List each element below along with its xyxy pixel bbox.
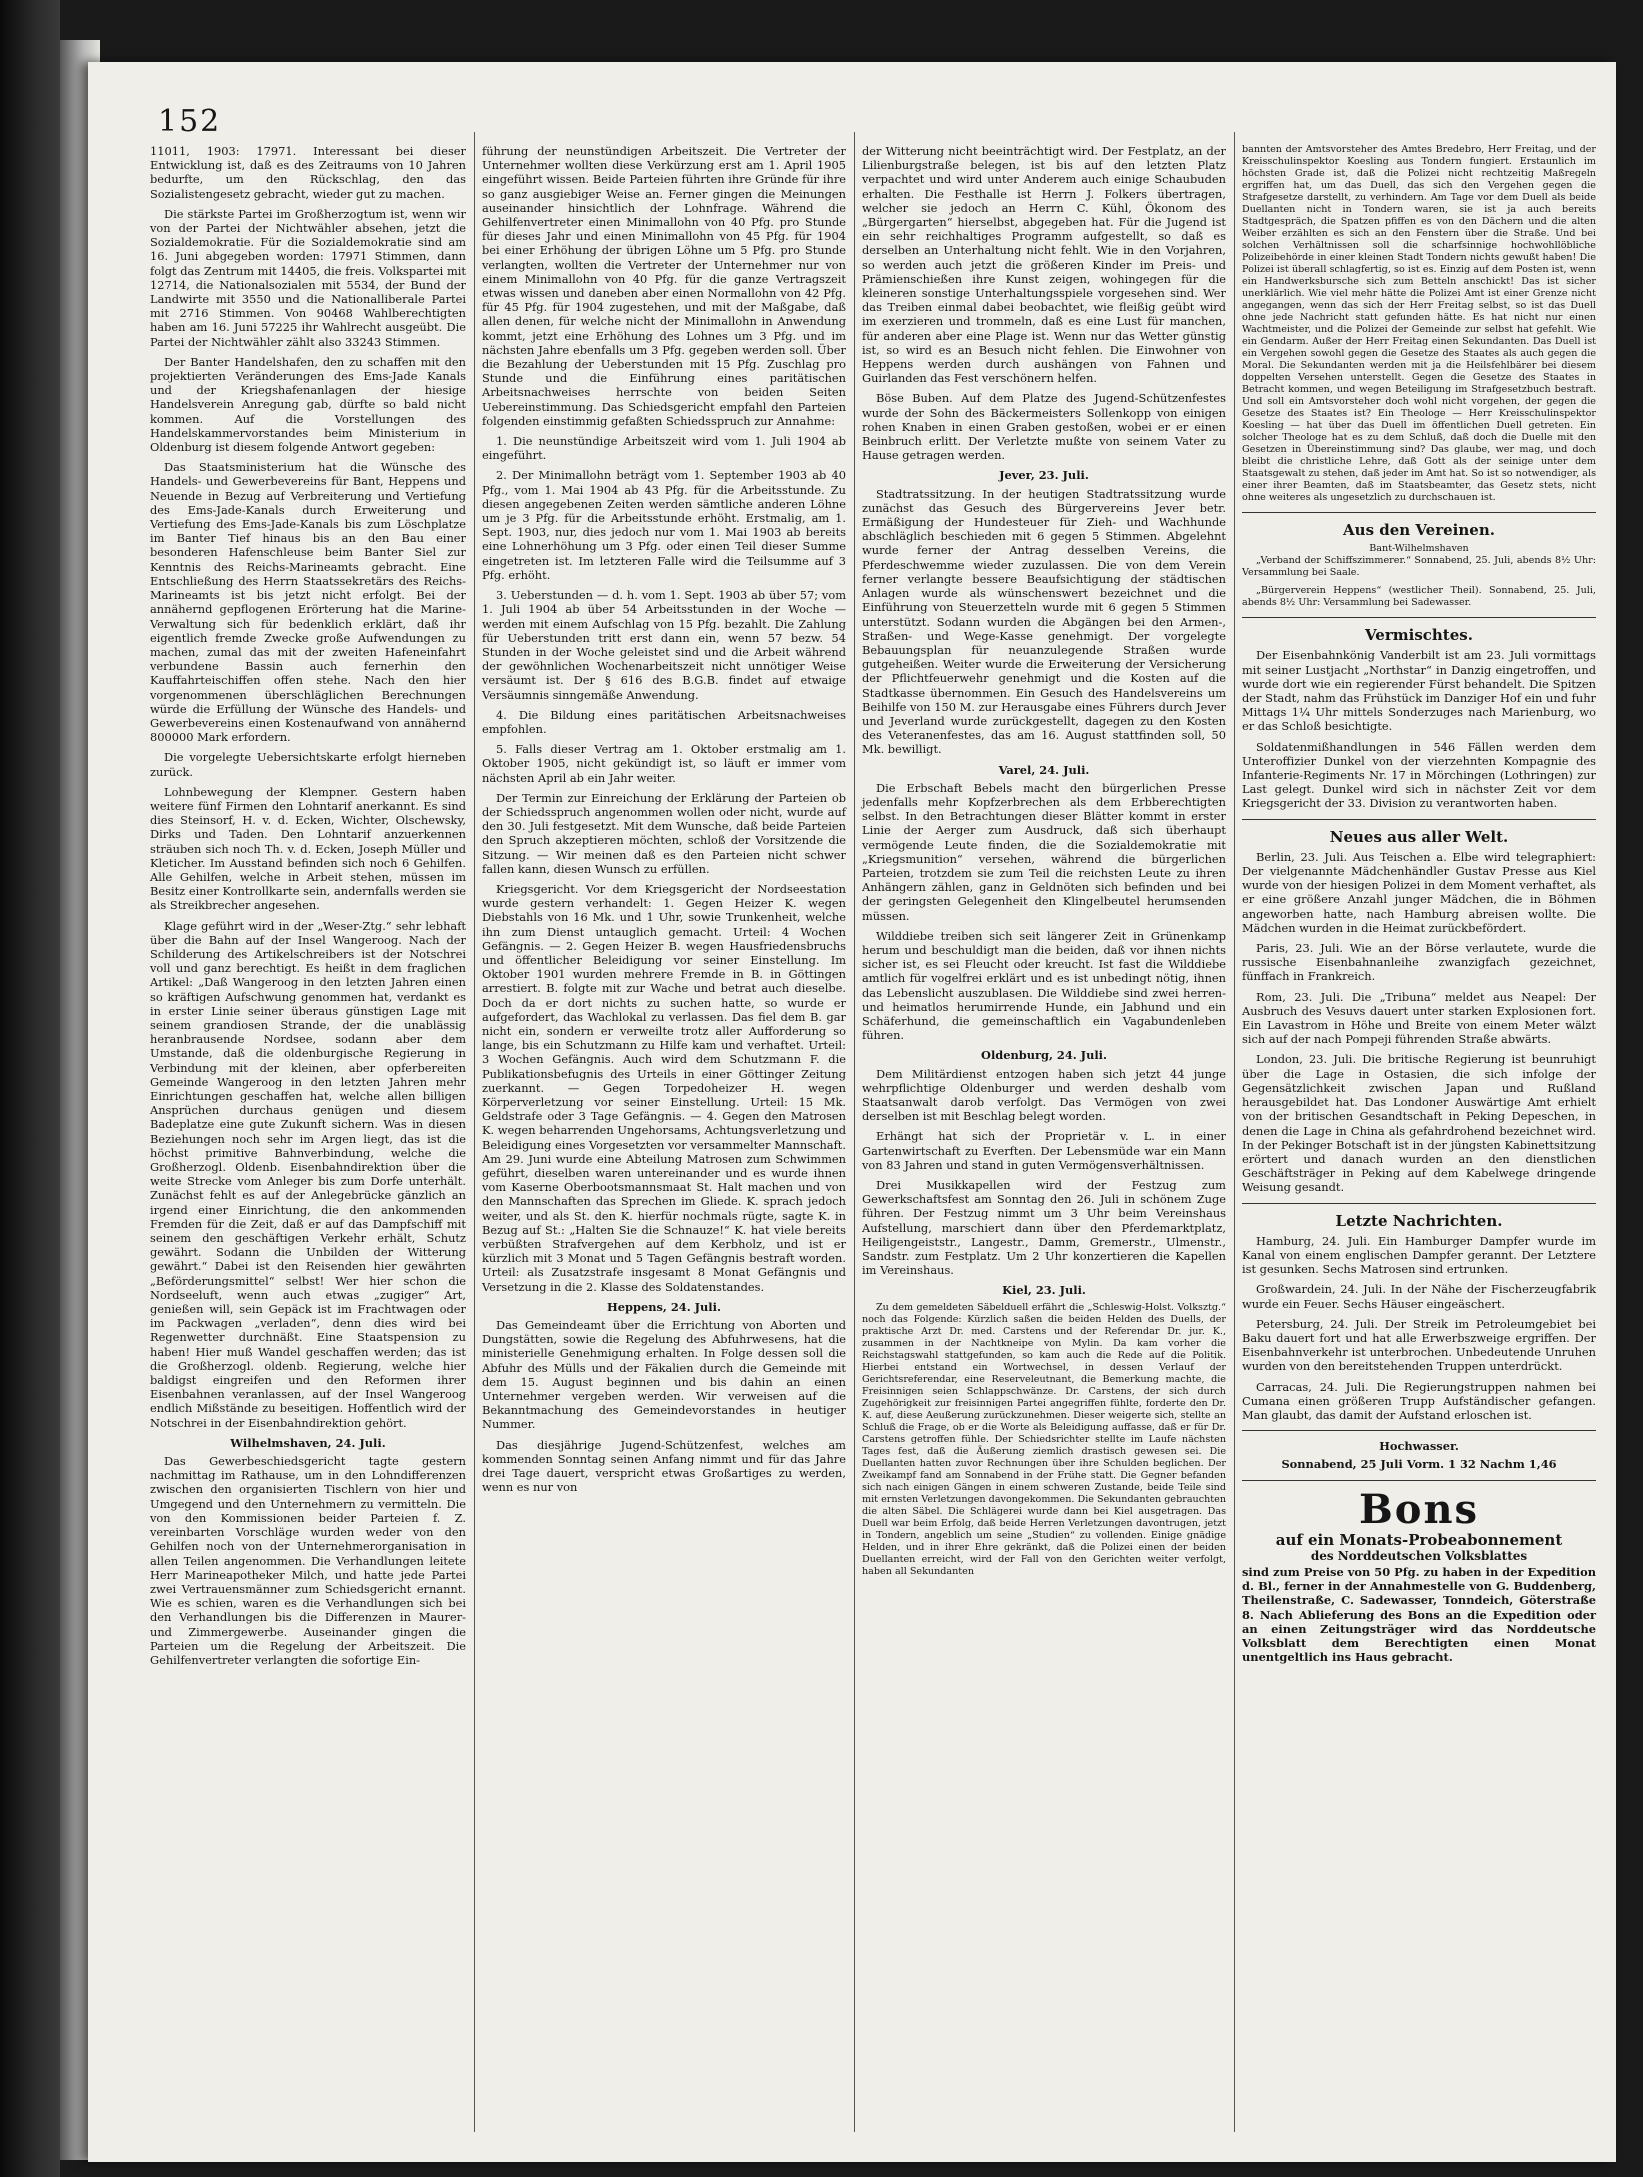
article-paragraph: Die Erbschaft Bebels macht den bürgerlichen Presse jedenfalls mehr Kopfzerbrechen als dem Erbberechtigten selbst. In den Betrachtungen dieser Blätter kommt in erster Linie der Aerger zum Ausdruck, daß sich überhaupt vermögende Leute finden, die die Sozialdemokratie mit „Kriegsmunition“ versehen, während die bürgerlichen Parteien, trotzdem sie zum Teil die reichsten Leute zu ihren Anhängern zählen, ganz in Geldnöten sich befinden und bei der geringsten Gelegenheit den Klingelbeutel herumsenden müssen. bbox=[862, 780, 1226, 923]
article-paragraph: Die stärkste Partei im Großherzogtum ist, wenn wir von der Partei der Nichtwähler absehen, jetzt die Sozialdemokratie. Für die Sozialdemokratie sind am 16. Juni abgegeben worden: 17971 Stimmen, dann folgt das Zentrum mit 14405, die freis. Volkspartei mit 12714, die Nationalsozialen mit 5534, der Bund der Landwirte mit 3550 und die Nationalliberale Partei mit 2716 Stimmen. Von 90468 Wahlberechtigten haben am 16. Juni 57225 ihr Wahlrecht ausgeübt. Die Partei der Nichtwähler zählt also 33243 Stimmen. bbox=[150, 206, 466, 349]
dateline: Kiel, 23. Juli. bbox=[1002, 1283, 1086, 1298]
tide-table: Sonnabend, 25 Juli Vorm. 1 32 Nachm 1,46 bbox=[1281, 1457, 1557, 1472]
article-paragraph: Lohnbewegung der Klempner. Gestern haben weitere fünf Firmen den Lohntarif anerkannt. Es sind dies Steinsorf, H. v. d. Ecken, Wichter, Olschewsky, Dirks und Taden. Den Lohntarif anzuerkennen sträuben sich noch Th. v. d. Ecken, Joseph Müller und Kleticher. Im Ausstand befinden sich noch 6 Gehilfen. Alle Gehilfen, welche in Arbeit stehen, müssen im Besitz einer Kontrollkarte sein, andernfalls werden sie als Streikbrecher angesehen. bbox=[150, 784, 466, 913]
section-heading: Vermischtes. bbox=[1365, 626, 1473, 645]
column-2 bbox=[482, 144, 846, 1500]
advert-text: sind zum Preise von 50 Pfg. zu haben in der Expedition d. Bl., ferner in der Annahmestelle von G. Buddenberg, Theilenstraße, C. Sadewasser, Tonndeich, Göterstraße 8. Nach Ablieferung des Bons an die Expedition oder an einen Zeitungsträger wird das Norddeutsche Volksblatt dem Berechtigten einen Monat unentgeltlich ins Haus gebracht. bbox=[1242, 1564, 1596, 1665]
notice-item: „Verband der Schiffszimmerer.“ Sonnabend, 25. Juli, abends 8½ Uhr: Versammlung bei Saale. bbox=[1242, 555, 1596, 579]
list-item: 2. Der Minimallohn beträgt vom 1. September 1903 ab 40 Pfg., vom 1. Mai 1904 ab 43 Pfg. für die Arbeitsstunde. Zu diesen angegebenen Zeiten werden sämtliche anderen Löhne um je 3 Pfg. für die Arbeitsstunde erhöht. Erstmalig, am 1. Sept. 1903, nur, dies jedoch nur vom 1. Mai 1903 ab bereits eine Lohnerhöhung um 3 Pfg. oder einen Teil dieser Summe eingetreten ist. Im letzteren Falle wird die Teilsumme auf 3 Pfg. erhöht. bbox=[482, 468, 846, 582]
list-item: 1. Die neunstündige Arbeitszeit wird vom 1. Juli 1904 ab eingeführt. bbox=[482, 434, 846, 463]
article-paragraph: Die vorgelegte Uebersichtskarte erfolgt hierneben zurück. bbox=[150, 750, 466, 779]
article-paragraph: der Witterung nicht beeinträchtigt wird. Der Festplatz, an der Lilienburgstraße belegen, ist bis auf den letzten Platz verpachtet und wird unter Anderem auch einige Schaubuden erhalten. Die Festhalle ist Herrn J. Folkers übertragen, welcher sie jedoch an Herrn C. Kühl, Ökonom des „Bürgergarten“ hierselbst, abgegeben hat. Für die Jugend ist ein sehr reichhaltiges Programm aufgestellt, so daß es derselben an Unterhaltung nicht fehlt. Wie in den Vorjahren, so werden auch jetzt die größeren Kinder im Preis- und Prämienschießen ihre Kunst zeigen, wohingegen für die kleineren sonstige Unterhaltungsspiele vorgesehen sind. Wer das Treiben einmal dabei beobachtet, wie fleißig geübt wird im exerzieren und trommeln, daß es eine Lust für manchen, für anderen aber eine Plage ist. Wenn nur das Wetter günstig ist, so wird es an Besuch nicht fehlen. Die Einwohner von Heppens werden durch aushängen von Fahnen und Guirlanden das Fest verschönern helfen. bbox=[862, 144, 1226, 386]
article-paragraph: Rom, 23. Juli. Die „Tribuna“ meldet aus Neapel: Der Ausbruch des Vesuvs dauert unter starken Explosionen fort. Ein Lavastrom in Höhe und Breite von einem Meter wälzt sich auf der nach Pompeji führenden Straße abwärts. bbox=[1242, 989, 1596, 1047]
article-paragraph: Klage geführt wird in der „Weser-Ztg.“ sehr lebhaft über die Bahn auf der Insel Wangeroog. Nach der Schilderung des Artikelschreibers ist der Notschrei voll und ganz berechtigt. Es heißt in dem fraglichen Artikel: „Daß Wangeroog in den letzten Jahren einen so kräftigen Aufschwung genommen hat, verdankt es in erster Linie seiner überaus günstigen Lage mit seinem grandiosen Strande, der die unablässig heranbrausende Nordsee, sodann aber dem Umstande, daß die oldenburgische Regierung in Verbindung mit der kleinen, aber opferbereiten Gemeinde Wangeroog in den letzten Jahren mehr Einrichtungen geschaffen hat, welche allen billigen Ansprüchen durchaus genügen und diesem Badeplatze eine gute Zukunft sichern. Was in diesen Beziehungen noch sehr im Argen liegt, das ist die höchst primitive Bahnverbindung, welche die Großherzogl. Oldenb. Eisenbahndirektion über die weite Strecke vom Anleger bis zum Dorfe unterhält. Zunächst fehlt es auf der Anlegebrücke gänzlich an irgend einer Einrichtung, die den ankommenden Fremden für die Zeit, daß er auf das Dampfschiff mit seinem den geschäftigen Verkehr erhält, Schutz gewährt. Sodann die Unbilden der Witterung gewährt.“ Dabei ist den Reisenden hier gewährten „Beförderungsmittel“ selbst! Wer hier schon die Nordseeluft, wenn auch etwas „zugiger“ Art, genießen will, sein Gepäck ist im Frachtwagen oder im Packwagen „verladen“, denn dies wird bei Regenwetter durchnäßt. Eine Staatspension zu haben! Hier muß Wandel geschaffen werden; das ist die Großherzogl. oldenb. Regierung, welche hier baldigst eingreifen und den Reformen ihrer Eisenbahnen veranlassen, auf der Insel Wangeroog endlich Mißstände zu beseitigen. Hoffentlich wird der Notschrei in der Eisenbahndirektion gehört. bbox=[150, 918, 466, 1430]
section-divider bbox=[1242, 1430, 1596, 1431]
article-paragraph: führung der neunstündigen Arbeitszeit. Die Vertreter der Unternehmer wollten diese Verkürzung erst am 1. April 1905 eingeführt wissen. Beide Parteien führten ihre Gründe für ihre so ganz ausgiebiger Weise an. Ferner gingen die Meinungen auseinander hinsichtlich der Lohnfrage. Während die Gehilfenvertreter einen Minimallohn von 40 Pfg. pro Stunde für dieses Jahr und einen Minimallohn von 45 Pfg. für 1904 bei einer Erhöhung der übrigen Löhne um 5 Pfg. pro Stunde verlangten, wollten die Vertreter der Unternehmer nur von einem Minimallohn von 40 Pfg. für die ganze Vertragszeit etwas wissen und daneben aber einen Normallohn von 42 Pfg. für 45 Pfg. für 1904 zugestehen, und mit der Maßgabe, daß allen denen, für welche nicht der Minimallohn in Anwendung kommt, jetzt eine Erhöhung des Lohnes um 3 Pfg. und im nächsten Jahre ebenfalls um 3 Pfg. gegeben werden soll. Über die Bezahlung der Ueberstunden mit 15 Pfg. Zuschlag pro Stunde und die Einführung eines paritätischen Arbeitsnachweises herrschte von beiden Seiten Uebereinstimmung. Das Schiedsgericht empfahl den Parteien folgenden einstimmig gefaßten Schiedsspruch zur Annahme: bbox=[482, 144, 846, 428]
article-paragraph: Carracas, 24. Juli. Die Regierungstruppen nahmen bei Cumana einen größeren Trupp Aufständischer gefangen. Man glaubt, das damit der Aufstand erloschen ist. bbox=[1242, 1379, 1596, 1422]
article-paragraph: Das Staatsministerium hat die Wünsche des Handels- und Gewerbevereins für Bant, Heppens und Neuende in Bezug auf Verbreiterung und Vertiefung des Ems-Jade-Kanals durch Erweiterung und Vertiefung des Ems-Jade-Kanals bis zum Löschplatze im Banter Tief hinaus bis an den Bau einer besonderen Hafenschleuse beim Banter Siel zur Kenntnis des Reichs-Marineamts gebracht. Eine Entschließung des Herrn Staatssekretärs des Reichs-Marineamts ist bis jetzt nicht erfolgt. Bei der annähernd gepflogenen Erörterung hat die Marine-Verwaltung sich für bedenklich erklärt, daß ihr eigentlich fremde Zwecke große Aufwendungen zu machen, zumal das mit der zweiten Hafeneinfahrt verbundene Bassin auch fernerhin den Kauffahrteischiffen offen stehe. Nach den hier vorgenommenen überschläglichen Berechnungen würde die Erfüllung der Wünsche des Handels- und Gewerbevereins einen Kostenaufwand von annähernd 800000 Mark erfordern. bbox=[150, 460, 466, 745]
article-paragraph: Das Gewerbeschiedsgericht tagte gestern nachmittag im Rathause, um in den Lohndifferenzen zwischen den organisierten Tischlern von hier und Umgegend und den Unternehmern zu vermitteln. Die von den Kommissionen beider Parteien f. Z. vereinbarten Vorschläge wurden weder von den Gehilfen noch von der Unternehmerorganisation in allen Teilen angenommen. Die Verhandlungen leitete Herr Marineapotheker Milch, und hatte jede Partei zwei Vertrauensmänner zum Schiedsgericht ernannt. Wie es schien, waren es die Verhandlungen sich bei den Verhandlungen bis die Differenzen in Maurer- und Zimmergewerbe. Auseinander gingen die Parteien um die Regelung der Arbeitszeit. Die Gehilfenvertreter verlangten die sofortige Ein- bbox=[150, 1454, 466, 1667]
article-paragraph: Wilddiebe treiben sich seit längerer Zeit in Grünenkamp herum und beschuldigt man die beiden, daß vor ihnen nichts sicher ist, es sei Fleucht oder kreucht. Ist fast die Wilddiebe amtlich für vogelfrei erklärt und es ist unbedingt nötig, ihnen das Lebenslicht auszublasen. Die Wilddiebe sind zwei herren- und heimatlos herumirrende Hunde, ein Jabhund und ein Schäferhund, die gemeinschaftlich ein Vagabundenleben führen. bbox=[862, 928, 1226, 1043]
notice-item: „Bürgerverein Heppens“ (westlicher Theil). Sonnabend, 25. Juli, abends 8½ Uhr: Versammlung bei Sadewasser. bbox=[1242, 585, 1596, 609]
list-item: 3. Ueberstunden — d. h. vom 1. Sept. 1903 ab über 57; vom 1. Juli 1904 ab über 54 Arbeitsstunden in der Woche — werden mit einem Aufschlag von 15 Pfg. bezahlt. Die Zahlung für Ueberstunden tritt erst dann ein, wenn 57 bezw. 54 Stunden in der Woche geleistet sind und die Arbeit während der gewöhnlichen Wochenarbeitszeit nicht unnötiger Weise versäumt ist. Der § 616 des B.G.B. findet auf etwaige Versäumnis sinngemäße Anwendung. bbox=[482, 588, 846, 702]
section-divider bbox=[1242, 1203, 1596, 1204]
article-paragraph: Erhängt hat sich der Proprietär v. L. in einer Gartenwirtschaft zu Everften. Der Lebensmüde war ein Mann von 83 Jahren und stand in guten Vermögensverhältnissen. bbox=[862, 1129, 1226, 1172]
article-paragraph: Der Banter Handelshafen, den zu schaffen mit den projektierten Veränderungen des Ems-Jade Kanals und der Kriegshafenanlagen der hiesige Handelsverein Anregung gab, dürfte so bald nicht kommen. Auf die Vorstellungen des Handelskammervorstandes beim Ministerium in Oldenburg ist diesem folgende Antwort gegeben: bbox=[150, 354, 466, 455]
section-heading: Letzte Nachrichten. bbox=[1335, 1211, 1503, 1230]
section-divider bbox=[1242, 1480, 1596, 1481]
article-paragraph: Soldatenmißhandlungen in 546 Fällen werden dem Unteroffizier Dunkel von der vierzehnten Kompagnie des Infanterie-Regiments Nr. 17 in Mörchingen (Lothringen) zur Last gelegt. Dunkel wird sich in nächster Zeit vor dem Kriegsgericht der 33. Division zu verantworten haben. bbox=[1242, 739, 1596, 811]
column-1 bbox=[150, 144, 466, 1673]
article-paragraph: Paris, 23. Juli. Wie an der Börse verlautete, wurde die russische Eisenbahnanleihe zwanzigfach gezeichnet, fünffach in Frankreich. bbox=[1242, 941, 1596, 984]
newspaper-page bbox=[88, 62, 1616, 2162]
section-divider bbox=[1242, 617, 1596, 618]
column-divider bbox=[474, 132, 475, 2132]
article-paragraph: Berlin, 23. Juli. Aus Teischen a. Elbe wird telegraphiert: Der vielgenannte Mädchenhändler Gustav Presse aus Kiel wurde von der hiesigen Polizei in dem Moment verhaftet, als er eine größere Anzahl junger Mädchen, die in Böhmen angeworben hatte, nach Hamburg abreisen wollte. Die Mädchen wurden in die Heimat zurückbefördert. bbox=[1242, 849, 1596, 935]
list-item: 4. Die Bildung eines paritätischen Arbeitsnachweises empfohlen. bbox=[482, 707, 846, 736]
column-divider bbox=[1234, 132, 1235, 2132]
article-paragraph: Großwardein, 24. Juli. In der Nähe der Fischerzeugfabrik wurde ein Feuer. Sechs Häuser eingeäschert. bbox=[1242, 1282, 1596, 1311]
article-paragraph: 11011, 1903: 17971. Interessant bei dieser Entwicklung ist, daß es des Zeitraums von 10 Jahren bedurfte, um den Rückschlag, den das Sozialistengesetz gebracht, wieder gut zu machen. bbox=[150, 144, 466, 201]
column-3 bbox=[862, 144, 1226, 1584]
dateline: Wilhelmshaven, 24. Juli. bbox=[230, 1435, 386, 1450]
column-divider bbox=[854, 132, 855, 2132]
page-number: 152 bbox=[158, 104, 222, 139]
article-paragraph: Hamburg, 24. Juli. Ein Hamburger Dampfer wurde im Kanal von einem englischen Dampfer gerannt. Der Letztere ist gesunken. Sechs Matrosen sind ertrunken. bbox=[1242, 1233, 1596, 1277]
article-paragraph: Stadtratssitzung. In der heutigen Stadtratssitzung wurde zunächst das Gesuch des Bürgervereins Jever betr. Ermäßigung der Hundesteuer für Zieh- und Wachhunde abschläglich beschieden mit 6 gegen 5 Stimmen. Abgelehnt wurde ferner der Antrag desselben Vereins, die Pferdeschwemme wieder zuzulassen. Die von dem Verein ferner verlangte bessere Beaufsichtigung der städtischen Anlagen wurde als wünschenswert bezeichnet und die Einführung von Steuerzetteln wurde mit 6 gegen 5 Stimmen unterstützt. Sodann wurden die Abgängen bei den Armen-, Straßen- und Wege-Kasse genehmigt. Der vorgelegte Bebauungsplan für neuanzulegende Straßen wurde gutgeheißen. Weiter wurde die Erweiterung der Versicherung der Pflichtfeuerwehr genehmigt und die Kosten auf die Stadtkasse übernommen. Ein Gesuch des Handelsvereins um Beihilfe von 150 M. zur Herausgabe eines Führers durch Jever und Jeverland wurde zurückgestellt, dagegen zu den Kosten des Veteranenfestes, das am 16. August stattfinden soll, 50 Mk. bewilligt. bbox=[862, 486, 1226, 757]
dateline: Jever, 23. Juli. bbox=[999, 468, 1089, 483]
section-subheading: Bant-Wilhelmshaven bbox=[1369, 543, 1469, 555]
article-paragraph: Kriegsgericht. Vor dem Kriegsgericht der Nordseestation wurde gestern verhandelt: 1. Gegen Heizer K. wegen Diebstahls von 16 Mk. und 1 Uhr, sowie Trunkenheit, welche ihn zum Dienst untauglich gemacht. Urteil: 4 Wochen Gefängnis. — 2. Gegen Heizer B. wegen Hausfriedensbruchs und öffentlicher Beleidigung vor seiner Einstellung. Im Oktober 1901 wurden mehrere Fremde in B. in Göttingen arrestiert. B. folgte mit zur Wache und betrat auch dieselbe. Doch da er dort nichts zu suchen hatte, so wurde er aufgefordert, das Wachlokal zu verlassen. Das fiel dem B. gar nicht ein, sondern er verweilte trotz aller Aufforderung so lange, bis ein Schutzmann zu Hilfe kam und verhaftet. Urteil: 3 Wochen Gefängnis. Auch wird dem Schutzmann F. die Publikationsbefugnis des Urteils in einer Göttinger Zeitung zuerkannt. — Gegen Torpedoheizer H. wegen Körperverletzung vor seiner Einstellung. Urteil: 15 Mk. Geldstrafe oder 3 Tage Gefängnis. — 4. Gegen den Matrosen K. wegen beharrenden Ungehorsams, Achtungsverletzung und Beleidigung eines Vorgesetzten vor versammelter Mannschaft. Am 29. Juni wurde eine Abteilung Matrosen zum Schwimmen geführt, dieselben waren untereinander und es wurde ihnen vom Kaserne Oberbootsmannsmaat St. Halt machen und von den Mannschaften das Sprechen im Gliede. K. sprach jedoch weiter, und als St. den K. hierfür nochmals rügte, sagte K. in Bezug auf St.: „Halten Sie die Schnauze!“ K. hat viele bereits verbüßten Strafvergehen auf dem Kerbholz, und ist er kürzlich mit 3 Monat und 5 Tagen Gefängnis bestraft worden. Urteil: als Zusatzstrafe insgesamt 8 Monat Gefängnis und Versetzung in die 2. Klasse des Soldatenstandes. bbox=[482, 881, 846, 1294]
advert-title: Bons bbox=[1358, 1485, 1480, 1533]
article-paragraph: Dem Militärdienst entzogen haben sich jetzt 44 junge wehrpflichtige Oldenburger und werden deshalb vom Staatsanwalt darob verfolgt. Das Vermögen von zwei derselben ist mit Beschlag belegt worden. bbox=[862, 1066, 1226, 1124]
article-paragraph: Das diesjährige Jugend-Schützenfest, welches am kommenden Sonntag seinen Anfang nimmt und für das Jahre drei Tage dauert, verspricht etwas Großartiges zu werden, wenn es nur von bbox=[482, 1437, 846, 1495]
dateline: Oldenburg, 24. Juli. bbox=[981, 1048, 1107, 1063]
article-paragraph: Der Termin zur Einreichung der Erklärung der Parteien ob der Schiedsspruch angenommen wollen oder nicht, wurde auf den 30. Juli festgesetzt. Mit dem Wunsche, daß beide Parteien den Spruch akzeptieren möchten, schloß der Vorsitzende die Sitzung. — Wir meinen daß es den Parteien nicht schwer fallen kann, diesen Wunsch zu erfüllen. bbox=[482, 790, 846, 876]
column-4 bbox=[1242, 144, 1596, 1670]
article-paragraph: Böse Buben. Auf dem Platze des Jugend-Schützenfestes wurde der Sohn des Bäckermeisters Sollenkopp von einigen rohen Knaben in einen Graben gestoßen, wobei er er einen Beinbruch erlitt. Der Verletzte mußte von seinem Vater zu Hause getragen werden. bbox=[862, 391, 1226, 463]
article-paragraph: London, 23. Juli. Die britische Regierung ist beunruhigt über die Lage in Ostasien, die sich infolge der Gegensätzlichkeit zwischen Japan und Rußland herausgebildet hat. Das Londoner Auswärtige Amt erhielt von der britischen Gesandtschaft in Peking Depeschen, in denen die Lage in China als gefahrdrohend bezeichnet wird. In der Pekinger Botschaft ist in der jüngsten Kabinettsitzung erörtert und danach wurden an den dienstlichen Geschäftsträger in Peking auf dem Kabelwege dringende Weisung gesandt. bbox=[1242, 1052, 1596, 1195]
article-paragraph: Drei Musikkapellen wird der Festzug zum Gewerkschaftsfest am Sonntag den 26. Juli in schönem Zuge führen. Der Festzug nimmt um 3 Uhr beim Vereinshaus Aufstellung, marschiert dann über den Pferdemarktplatz, Heiligengeiststr., Langestr., Damm, Gremerstr., Ulmenstr., Sandstr. zum Festplatz. Um 2 Uhr konzertieren die Kapellen im Vereinshaus. bbox=[862, 1178, 1226, 1278]
article-paragraph: Der Eisenbahnkönig Vanderbilt ist am 23. Juli vormittags mit seiner Lustjacht „Northstar“ in Danzig eingetroffen, und wurde dort wie ein regierender Fürst behandelt. Die Spitzen der Stadt, nahm das Frühstück im Danziger Hof ein und fuhr Mittags 1¼ Uhr mittels Sonderzuges nach Marienburg, wo er das Schloß besichtigte. bbox=[1242, 648, 1596, 734]
section-divider bbox=[1242, 512, 1596, 513]
dateline: Varel, 24. Juli. bbox=[998, 762, 1090, 777]
article-paragraph: bannten der Amtsvorsteher des Amtes Bredebro, Herr Freitag, und der Kreisschulinspektor Koesling aus Tondern fungiert. Erstaunlich im höchsten Grade ist, daß die Polizei nicht rechtzeitig Maßregeln ergriffen hat, um das Duell, das sich den Vergehen gegen die Strafgesetze darstellt, zu verhindern. Am Tage vor dem Duell als beide Duellanten nicht in Tondern waren, sie ist ja auch bereits Stadtgespräch, die Spatzen pfiffen es von den Dächern und die alten Weiber erzählten es sich an den Fenstern über die Straße. Und bei solchen Verhältnissen soll die scharfsinnige hochwohllöbliche Polizeibehörde in einer kleinen Stadt Tondern nichts gewußt haben! Die Polizei ist überall schlagfertig, so ist es. Einzig auf dem Posten ist, wenn ein Handwerksbursche sich zum Betteln anschickt! Das ist sicher unerklärlich. Wie viel mehr hätte die Polizei Amt ist einer Grenze nicht angegangen, wenn das sich der Herr Freitag selbst, so ist das Duell ohne jede Nachricht statt gefunden hätte. Es hat nicht nur einen Wachtmeister, und die Polizei der Gemeinde zur selbst hat gefehlt. Wie ein Gendarm. Außer der Herr Freitag einen Sekundanten. Das Duell ist ein Vergehen sowohl gegen die Gesetze des Staates als auch gegen die Moral. Die Sekundanten werden mit ja die Heilsfehlbärer bei diesem doppelten Versehen unterstellt. Gegen die Gesetze des Staates in Betracht kommen, und wegen Beteiligung im Strafgesetzbuch bestraft. Und soll ein Amtsvorsteher doch wohl nicht vorgehen, der gegen die Gesetze des Staates ist? Ein Theologe — Herr Kreisschulinspektor Koesling — hat über das Duell im öffentlichen Duell getreten. Ein solcher Theologe hat es zu dem Schluß, daß doch die Duelle mit den Gesetzen in Übereinstimmung sind? Das glaube, wer mag, und doch bleibt die christliche Lehre, daß Gott als der seinige unter dem Staatsgewalt zu stehen, daß jeder im Amt hat. So ist so notwendiger, als einer ihrer Beamten, daß im Staatsbeamter, das Gesetz stets, nicht ohne weiteres als ungesetzlich zu durchschauen ist. bbox=[1242, 144, 1596, 503]
advert-subtitle: auf ein Monats-Probeabonnement bbox=[1275, 1530, 1563, 1549]
section-heading: Hochwasser. bbox=[1379, 1439, 1459, 1454]
article-paragraph: Petersburg, 24. Juli. Der Streik im Petroleumgebiet bei Baku dauert fort und hat alle Erwerbszweige ergriffen. Der Eisenbahnverkehr ist unterbrochen. Unbedeutende Unruhen wurden von den bereitstehenden Truppen unterdrückt. bbox=[1242, 1316, 1596, 1374]
section-divider bbox=[1242, 819, 1596, 820]
advert-subtitle: des Norddeutschen Volksblattes bbox=[1310, 1548, 1528, 1563]
scan-dark-edge bbox=[0, 0, 60, 2177]
article-paragraph: Das Gemeindeamt über die Errichtung von Aborten und Dungstätten, sowie die Regelung des Abfuhrwesens, hat die ministerielle Genehmigung erhalten. In Folge dessen soll die Abfuhr des Mülls und der Fäkalien durch die Gemeinde mit dem 15. August beginnen und bis dahin an einen Unternehmer vergeben werden. Wir verweisen auf die Bekanntmachung des Gemeindevorstandes in heutiger Nummer. bbox=[482, 1318, 846, 1432]
section-heading: Aus den Vereinen. bbox=[1343, 521, 1495, 539]
dateline: Heppens, 24. Juli. bbox=[607, 1299, 721, 1314]
list-item: 5. Falls dieser Vertrag am 1. Oktober erstmalig am 1. Oktober 1905, nicht gekündigt ist, so läuft er immer vom nächsten April ab ein Jahr weiter. bbox=[482, 742, 846, 785]
article-paragraph: Zu dem gemeldeten Säbelduell erfährt die „Schleswig-Holst. Volksztg.“ noch das Folgende: Kürzlich saßen die beiden Helden des Duells, der praktische Arzt Dr. med. Carstens und der Referendar Dr. jur. K., zusammen in der Nachtkneipe von Mylin. Da kam vorher die Reichstagswahl stattgefunden, so kam auch die Rede auf die Politik. Hierbei entstand ein Wortwechsel, in dessen Verlauf der Gerichtsreferendar, eine Reserveleutnant, die Bemerkung machte, die Freisinnigen seien Schlappschwänze. Dr. Carstens, der sich durch Zugehörigkeit zur freisinnigen Partei angegriffen fühlte, forderte den Dr. K. auf, diese Aeußerung zurückzunehmen. Dieser weigerte sich, stellte an Schluß die Frage, ob er die Worte als Beleidigung auffasse, daß er für Dr. Carstens getroffen fühle. Der Schiedsrichter stellte im Laufe nächsten Tages fest, daß die Äußerung ziemlich drastisch gewesen sei. Die Duellanten hatten zuvor Rechnungen über ihre Schulden beglichen. Der Zweikampf fand am Sonnabend in der Frühe statt. Die Gegner befanden sich nach einigen Gängen in einem schweren Zustande, beide Teile sind mit ernsten Verletzungen davongekommen. Die Sekundanten gebrauchten die alten Säbel. Die Schlägerei wurde dann bei Kiel ausgetragen. Das Duell war beim Erfolg, daß beide Herren Verletzungen davontrugen, jetzt in Tondern, angeblich um seine „Studien“ zu vollenden. Einige gnädige Helden, und in ihrer Ehre gekränkt, daß die Polizei einen der beiden Duellanten erreicht, wird der Fall von den Gerichten weiter verfolgt, haben all Sekundanten bbox=[862, 1301, 1226, 1577]
section-heading: Neues aus aller Welt. bbox=[1329, 827, 1509, 846]
